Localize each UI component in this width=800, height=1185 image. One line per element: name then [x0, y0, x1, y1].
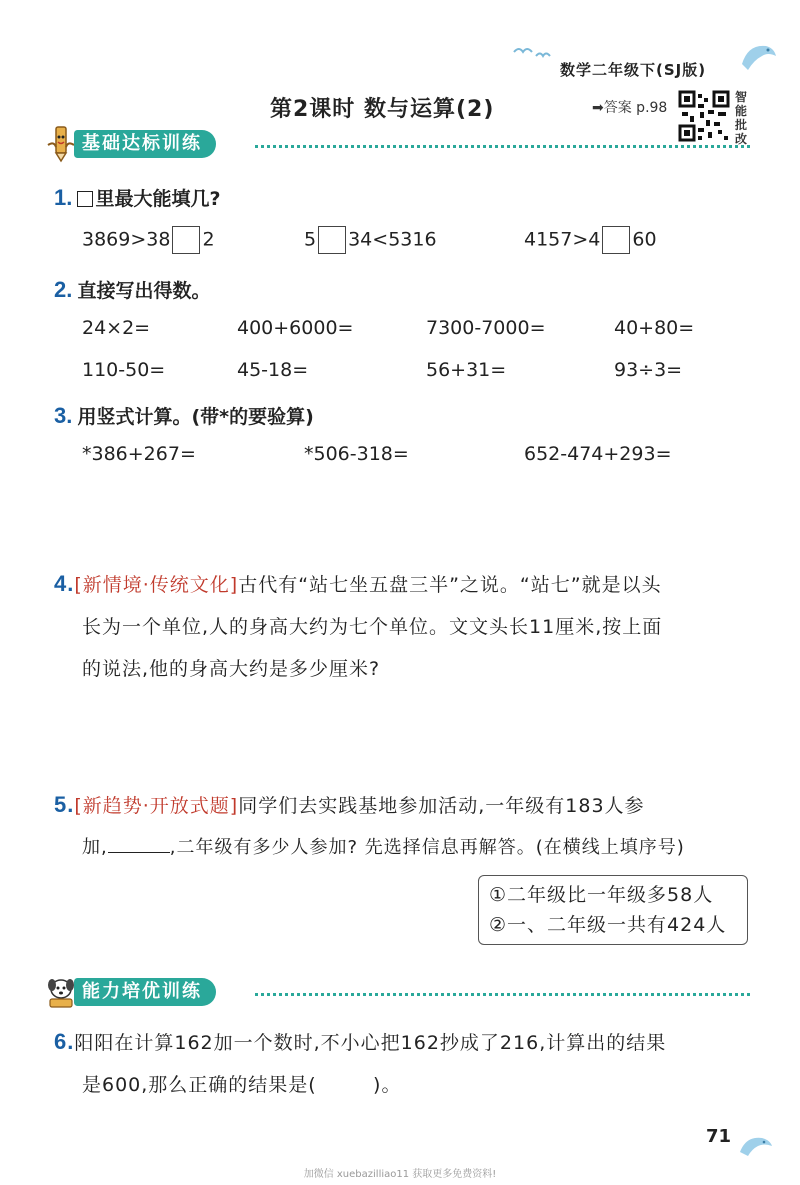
- q2-item: 40+80=: [614, 317, 695, 339]
- section-banner-advanced: [44, 976, 216, 1008]
- q1-item: 5 34<5316: [304, 226, 437, 254]
- question-number: 6.: [54, 1029, 75, 1054]
- section-title-basic: 基础达标训练: [74, 130, 216, 158]
- q2-item: 45-18=: [237, 359, 309, 381]
- question-text: 长为一个单位,人的身高大约为七个单位。文文头长11厘米,按上面: [82, 616, 663, 638]
- question-6: [54, 1021, 744, 1106]
- question-text: 古代有“站七坐五盘三半”之说。“站七”就是以头: [238, 574, 662, 596]
- q2-item: 24×2=: [82, 317, 151, 339]
- q3-item: *386+267=: [82, 443, 196, 465]
- q2-item: 7300-7000=: [426, 317, 546, 339]
- answer-reference: ➡答案 p.98: [592, 100, 668, 116]
- question-prompt: 直接写出得数。: [77, 280, 211, 302]
- question-prompt: 里最大能填几?: [95, 188, 221, 210]
- question-text: 是600,那么正确的结果是( )。: [82, 1074, 402, 1096]
- question-tag: [新情境·传统文化]: [74, 574, 239, 596]
- question-number: 3.: [54, 403, 73, 428]
- qr-code-icon[interactable]: [678, 90, 730, 142]
- blank-box-symbol: [77, 191, 93, 207]
- question-number: 1.: [54, 185, 73, 210]
- footer-watermark: 加微信 xuebazilliao11 获取更多免费资料!: [303, 1169, 497, 1180]
- q2-item: 400+6000=: [237, 317, 354, 339]
- book-label: 数学二年级下(SJ版): [560, 61, 707, 79]
- answer-box[interactable]: [318, 226, 346, 254]
- q2-item: 110-50=: [82, 359, 166, 381]
- section-banner-basic: [44, 128, 216, 160]
- lesson-title: 第2课时 数与运算(2): [270, 97, 495, 122]
- divider: [255, 145, 750, 148]
- birds-decoration-icon: [512, 42, 552, 62]
- q2-item: 93÷3=: [614, 359, 683, 381]
- question-number: 5.: [54, 792, 75, 817]
- answer-box[interactable]: [602, 226, 630, 254]
- question-prompt: 用竖式计算。(带*的要验算): [77, 406, 314, 428]
- question-1: [54, 184, 220, 211]
- dog-mascot-icon: [44, 973, 78, 1011]
- question-number: 2.: [54, 277, 73, 302]
- q3-item: 652-474+293=: [524, 443, 672, 465]
- question-tag: [新趋势·开放式题]: [74, 795, 239, 817]
- info-options-box: [478, 875, 748, 945]
- question-number: 4.: [54, 571, 75, 596]
- question-text: 阳阳在计算162加一个数时,不小心把162抄成了216,计算出的结果: [74, 1032, 667, 1054]
- question-5: 5.[新趋势·开放式题]同学们去实践基地参加活动,一年级有183人参 加, ,二年级有多少人参加? 先选择信息再解答。(在横线上填序号): [54, 792, 685, 858]
- q1-item: 4157>4 60: [524, 226, 657, 254]
- question-2: [54, 276, 210, 303]
- dolphin-decoration-icon: [736, 1132, 776, 1158]
- fill-in-blank[interactable]: [108, 835, 170, 853]
- question-3: [54, 402, 314, 429]
- question-text: 同学们去实践基地参加活动,一年级有183人参: [238, 795, 645, 817]
- smart-grading-label: 智能批改: [735, 90, 748, 146]
- answer-box[interactable]: [172, 226, 200, 254]
- q2-item: 56+31=: [426, 359, 507, 381]
- dolphin-decoration-icon: [738, 38, 778, 74]
- info-option: ②一、二年级一共有424人: [489, 914, 727, 936]
- pencil-mascot-icon: [44, 125, 78, 163]
- question-text: 的说法,他的身高大约是多少厘米?: [82, 658, 381, 680]
- q1-item: 3869>38 2: [82, 226, 215, 254]
- section-title-advanced: 能力培优训练: [74, 978, 216, 1006]
- question-4: [54, 563, 744, 690]
- page-number: 71: [706, 1126, 732, 1147]
- divider: [255, 993, 750, 996]
- q3-item: *506-318=: [304, 443, 409, 465]
- info-option: ①二年级比一年级多58人: [489, 884, 714, 906]
